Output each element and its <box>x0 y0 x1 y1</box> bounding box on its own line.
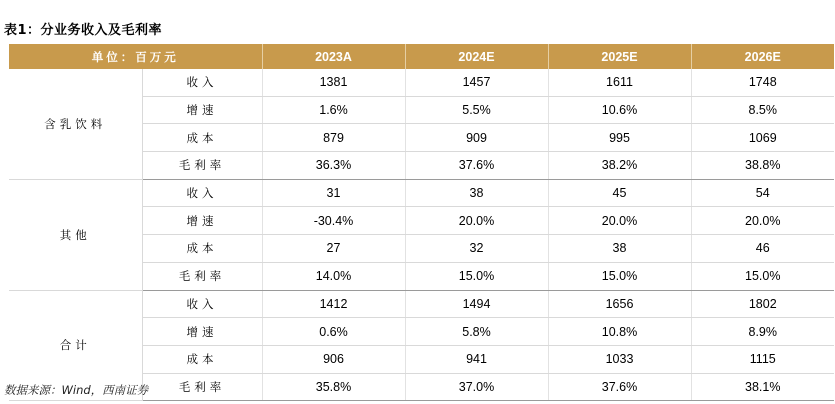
value-cell: 38.8% <box>691 152 834 180</box>
table-caption: 表1：分业务收入及毛利率 <box>4 23 163 38</box>
value-cell: 1069 <box>691 124 834 152</box>
value-cell: 1.6% <box>262 96 405 124</box>
value-cell: 38.2% <box>548 152 691 180</box>
year-header: 2026E <box>691 44 834 69</box>
revenue-margin-table <box>9 44 834 401</box>
source-note: 数据来源：Wind，西南证券 <box>4 383 149 397</box>
value-cell: 1611 <box>548 69 691 96</box>
metric-cell: 毛利率 <box>142 373 262 401</box>
value-cell: 1748 <box>691 69 834 96</box>
value-cell: 38.1% <box>691 373 834 401</box>
value-cell: 37.0% <box>405 373 548 401</box>
value-cell: 1033 <box>548 345 691 373</box>
value-cell: 8.9% <box>691 318 834 346</box>
value-cell: 32 <box>405 235 548 263</box>
value-cell: 46 <box>691 235 834 263</box>
value-cell: 10.6% <box>548 96 691 124</box>
value-cell: 37.6% <box>405 152 548 180</box>
value-cell: 38 <box>405 179 548 207</box>
metric-cell: 收入 <box>142 69 262 96</box>
value-cell: 15.0% <box>405 262 548 290</box>
value-cell: 1381 <box>262 69 405 96</box>
metric-cell: 成本 <box>142 124 262 152</box>
value-cell: 1656 <box>548 290 691 318</box>
year-header: 2025E <box>548 44 691 69</box>
value-cell: 906 <box>262 345 405 373</box>
value-cell: 941 <box>405 345 548 373</box>
metric-cell: 收入 <box>142 290 262 318</box>
year-header: 2024E <box>405 44 548 69</box>
value-cell: -30.4% <box>262 207 405 235</box>
table-row <box>9 179 834 207</box>
metric-cell: 毛利率 <box>142 152 262 180</box>
value-cell: 1802 <box>691 290 834 318</box>
value-cell: 1412 <box>262 290 405 318</box>
unit-header: 单位：百万元 <box>9 44 262 69</box>
value-cell: 35.8% <box>262 373 405 401</box>
year-header: 2023A <box>262 44 405 69</box>
value-cell: 20.0% <box>548 207 691 235</box>
value-cell: 5.8% <box>405 318 548 346</box>
metric-cell: 增速 <box>142 96 262 124</box>
metric-cell: 成本 <box>142 235 262 263</box>
value-cell: 0.6% <box>262 318 405 346</box>
value-cell: 31 <box>262 179 405 207</box>
value-cell: 1115 <box>691 345 834 373</box>
value-cell: 1494 <box>405 290 548 318</box>
value-cell: 909 <box>405 124 548 152</box>
value-cell: 20.0% <box>691 207 834 235</box>
metric-cell: 成本 <box>142 345 262 373</box>
metric-cell: 增速 <box>142 318 262 346</box>
value-cell: 37.6% <box>548 373 691 401</box>
value-cell: 14.0% <box>262 262 405 290</box>
category-cell: 合计 <box>9 290 142 401</box>
value-cell: 20.0% <box>405 207 548 235</box>
value-cell: 54 <box>691 179 834 207</box>
value-cell: 27 <box>262 235 405 263</box>
header-row <box>9 44 834 69</box>
value-cell: 879 <box>262 124 405 152</box>
table-row <box>9 290 834 318</box>
value-cell: 15.0% <box>548 262 691 290</box>
value-cell: 1457 <box>405 69 548 96</box>
metric-cell: 毛利率 <box>142 262 262 290</box>
table-row <box>9 69 834 96</box>
metric-cell: 增速 <box>142 207 262 235</box>
value-cell: 45 <box>548 179 691 207</box>
value-cell: 995 <box>548 124 691 152</box>
value-cell: 15.0% <box>691 262 834 290</box>
value-cell: 10.8% <box>548 318 691 346</box>
value-cell: 5.5% <box>405 96 548 124</box>
value-cell: 36.3% <box>262 152 405 180</box>
value-cell: 8.5% <box>691 96 834 124</box>
category-cell: 其他 <box>9 179 142 290</box>
table-body <box>9 69 834 401</box>
value-cell: 38 <box>548 235 691 263</box>
category-cell: 含乳饮料 <box>9 69 142 179</box>
metric-cell: 收入 <box>142 179 262 207</box>
